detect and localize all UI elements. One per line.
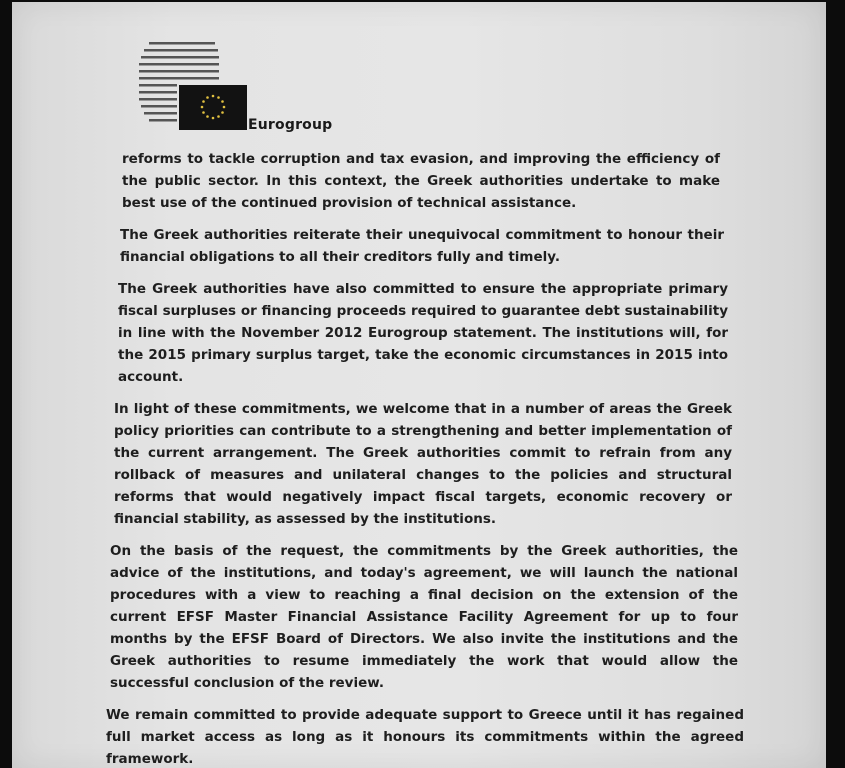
paragraph-2: The Greek authorities reiterate their unequivocal commitment to honour their financial obligations to all their creditors fully and timely. [120, 227, 724, 265]
organization-name: Eurogroup [248, 117, 333, 133]
document-body [106, 148, 746, 768]
paragraph-4: In light of these commitments, we welcome that in a number of areas the Greek policy priorities can contribute to a strengthening and better implementation of the current arrangement. The Greek authorities commit to refrain from any rollback of measures and unilateral changes to the policies and structural reforms that would negatively impact fiscal targets, economic recovery or financial stability, as assessed by the institutions. [114, 401, 732, 527]
paragraph-6: We remain committed to provide adequate support to Greece until it has regained full market access as long as it honours its commitments within the agreed framework. [106, 707, 744, 767]
eurogroup-logo-icon [139, 40, 249, 132]
paragraph-1: reforms to tackle corruption and tax evasion, and improving the efficiency of the public sector. In this context, the Greek authorities undertake to make best use of the continued provision of technical assistance. [122, 151, 720, 211]
paragraph-5: On the basis of the request, the commitments by the Greek authorities, the advice of the institutions, and today's agreement, we will launch the national procedures with a view to reaching a final decision on the extension of the current EFSF Master Financial Assistance Facility Agreement for up to four months by the EFSF Board of Directors. We also invite the institutions and the Greek authorities to resume immediately the work that would allow the successful conclusion of the review. [110, 543, 738, 691]
paragraph-3: The Greek authorities have also committed to ensure the appropriate primary fiscal surpluses or financing proceeds required to guarantee debt sustainability in line with the November 2012 Eurogroup statement. The institutions will, for the 2015 primary surplus target, take the economic circumstances in 2015 into account. [118, 281, 728, 385]
